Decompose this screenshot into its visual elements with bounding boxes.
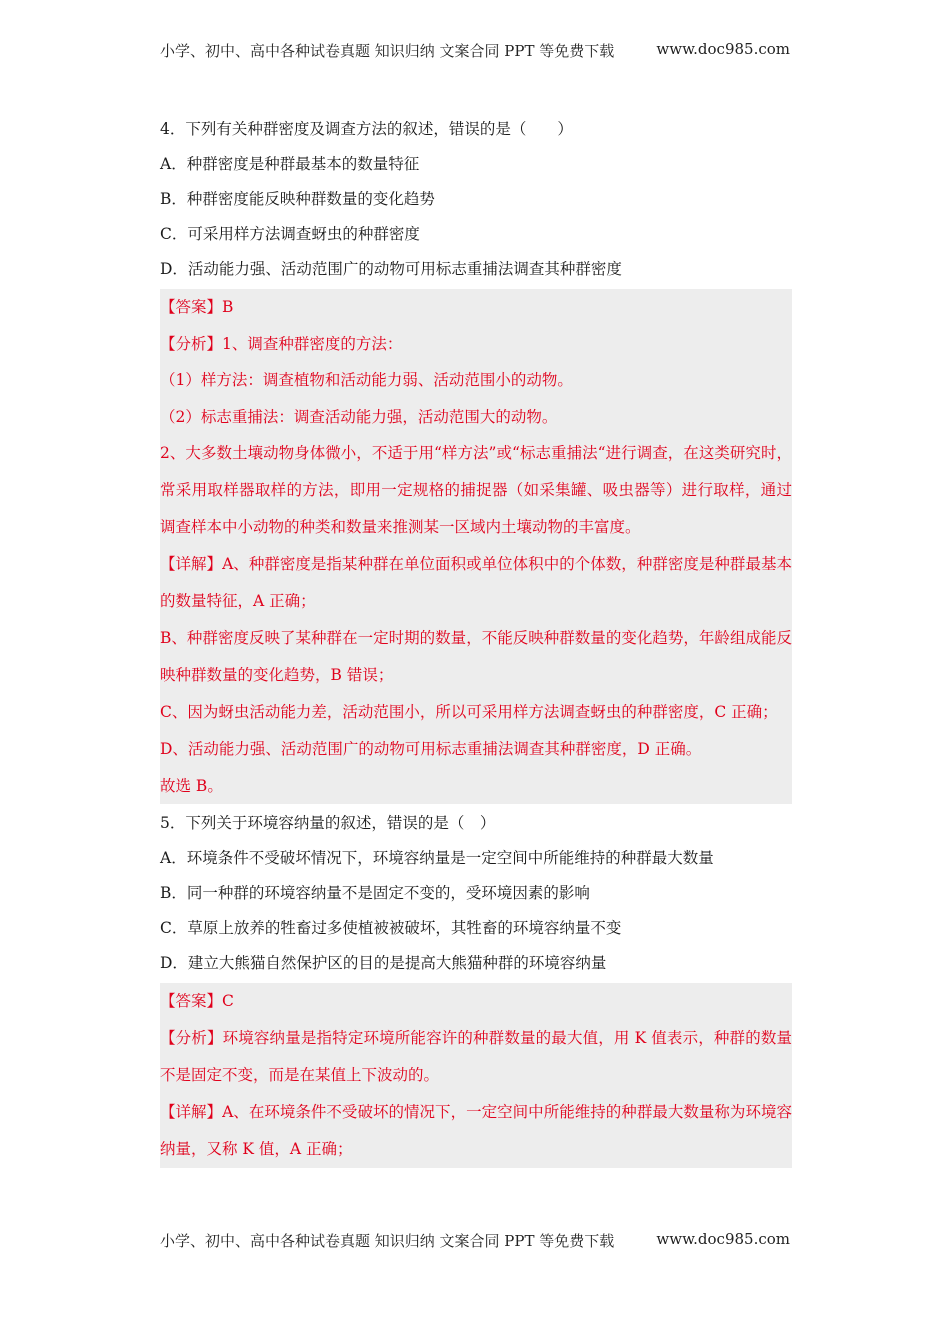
question-5-answer: 【答案】C: [160, 992, 234, 1010]
question-5-option-a: A．环境条件不受破坏情况下，环境容纳量是一定空间中所能维持的种群最大数量: [160, 849, 714, 867]
question-4-answer: 【答案】B: [160, 298, 234, 316]
question-4-option-a: A．种群密度是种群最基本的数量特征: [160, 155, 420, 173]
question-5-solution: [160, 983, 792, 1168]
question-5-option-b: B．同一种群的环境容纳量不是固定不变的，受环境因素的影响: [160, 884, 590, 902]
question-4-analysis-paragraph: 2、大多数土壤动物身体微小，不适于用“样方法”或“标志重捕法“进行调查，在这类研究时，常采用取样器取样的方法，即用一定规格的捕捉器（如采集罐、吸虫器等）进行取样，通过调查样本中小动物的种类和数量来推测某一区域内土壤动物的丰富度。: [160, 444, 792, 536]
footer-website: www.doc985.com: [656, 1230, 790, 1248]
header-website: www.doc985.com: [656, 40, 790, 58]
question-4-option-c: C．可采用样方法调查蚜虫的种群密度: [160, 225, 420, 243]
page-footer: [160, 1230, 790, 1251]
question-5-analysis: 【分析】环境容纳量是指特定环境所能容许的种群数量的最大值，用 K 值表示，种群的数量不是固定不变，而是在某值上下波动的。: [160, 1028, 792, 1084]
question-5-detail-a: 【详解】A、在环境条件不受破坏的情况下，一定空间中所能维持的种群最大数量称为环境容纳量，又称 K 值，A 正确；: [160, 1102, 792, 1158]
question-4: [160, 112, 792, 287]
question-4-analysis-line: 【分析】1、调查种群密度的方法：: [160, 334, 403, 353]
question-4-option-b: B．种群密度能反映种群数量的变化趋势: [160, 190, 435, 208]
question-4-detail-c: C、因为蚜虫活动能力差，活动范围小，所以可采用样方法调查蚜虫的种群密度，C 正确；: [160, 703, 778, 721]
question-4-detail-d: D、活动能力强、活动范围广的动物可用标志重捕法调查其种群密度，D 正确。: [160, 740, 702, 758]
question-4-detail-b: B、种群密度反映了某种群在一定时期的数量，不能反映种群数量的变化趋势，年龄组成能反映种群数量的变化趋势，B 错误；: [160, 629, 792, 684]
header-left-text: 小学、初中、高中各种试卷真题 知识归纳 文案合同 PPT 等免费下载: [160, 42, 615, 60]
question-4-stem: 4．下列有关种群密度及调查方法的叙述，错误的是（ ）: [160, 120, 573, 138]
question-4-detail-a: 【详解】A、种群密度是指某种群在单位面积或单位体积中的个体数，种群密度是种群最基本的数量特征，A 正确；: [160, 555, 792, 610]
question-4-analysis-line: （2）标志重捕法：调查活动能力强，活动范围大的动物。: [160, 407, 558, 426]
question-4-option-d: D．活动能力强、活动范围广的动物可用标志重捕法调查其种群密度: [160, 260, 622, 278]
question-5-option-c: C．草原上放养的牲畜过多使植被被破坏，其牲畜的环境容纳量不变: [160, 919, 622, 937]
footer-left-text: 小学、初中、高中各种试卷真题 知识归纳 文案合同 PPT 等免费下载: [160, 1232, 615, 1250]
question-4-analysis-line: （1）样方法：调查植物和活动能力弱、活动范围小的动物。: [160, 371, 573, 389]
question-5-option-d: D．建立大熊猫自然保护区的目的是提高大熊猫种群的环境容纳量: [160, 954, 607, 972]
question-4-conclusion: 故选 B。: [160, 776, 223, 795]
question-5: [160, 806, 792, 981]
page-content: [160, 112, 792, 1170]
question-4-solution: [160, 289, 792, 804]
question-5-stem: 5．下列关于环境容纳量的叙述，错误的是（ ）: [160, 814, 496, 832]
page-header: [160, 40, 790, 61]
